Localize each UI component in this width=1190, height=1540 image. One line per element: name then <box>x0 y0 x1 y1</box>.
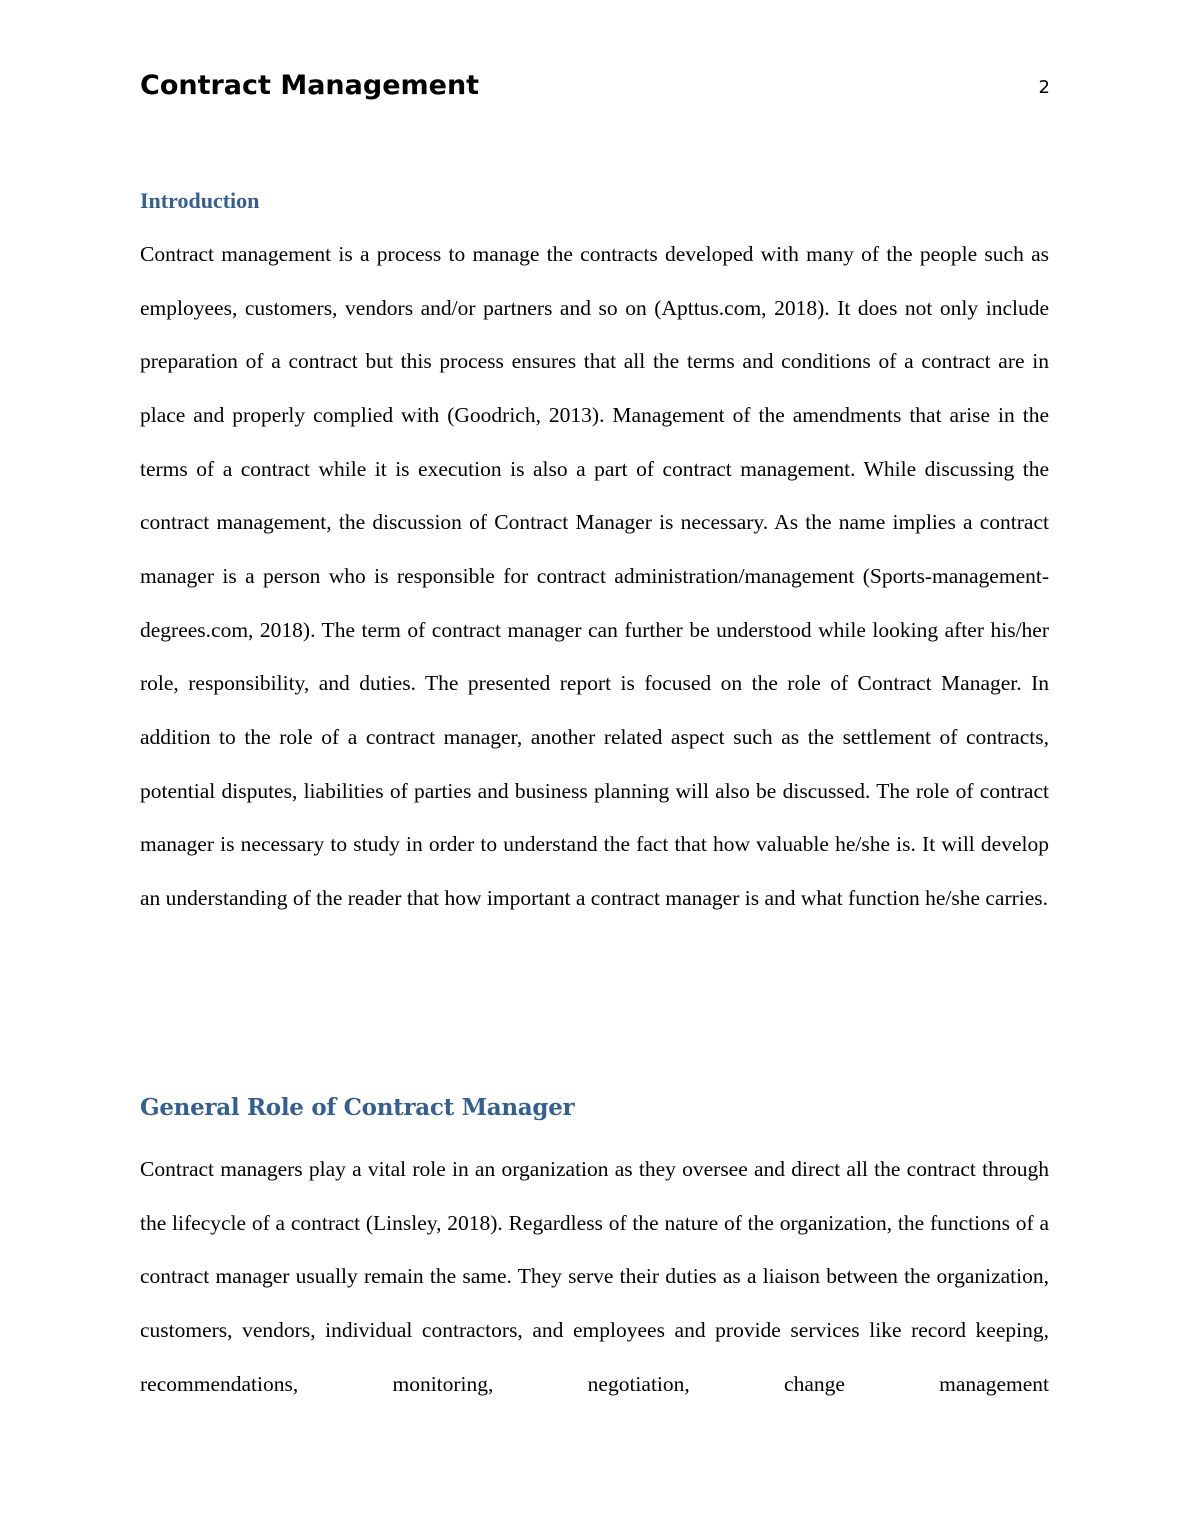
section-heading-introduction: Introduction <box>140 188 260 213</box>
running-title: Contract Management <box>140 70 480 101</box>
introduction-paragraph: Contract management is a process to manage the contracts developed with many of the people such as employees, customers, vendors and/or partners and so on (Apttus.com, 2018). It does not only include preparation of a contract but this process ensures that all the terms and conditions of a contract are in place and properly complied with (Goodrich, 2013). Management of the amendments that arise in the terms of a contract while it is execution is also a part of contract management. While discussing the contract management, the discussion of Contract Manager is necessary. As the name implies a contract manager is a person who is responsible for contract administration/management (Sports-management-degrees.com, 2018). The term of contract manager can further be understood while looking after his/her role, responsibility, and duties. The presented report is focused on the role of Contract Manager. In addition to the role of a contract manager, another related aspect such as the settlement of contracts, potential disputes, liabilities of parties and business planning will also be discussed. The role of contract manager is necessary to study in order to understand the fact that how valuable he/she is. It will develop an understanding of the reader that how important a contract manager is and what function he/she carries. <box>140 242 1049 910</box>
running-header <box>140 68 1050 108</box>
general-role-paragraph: Contract managers play a vital role in an organization as they oversee and direct all the contract through the lifecycle of a contract (Linsley, 2018). Regardless of the nature of the organization, the functions of a contract manager usually remain the same. They serve their duties as a liaison between the organization, customers, vendors, individual contractors, and employees and provide services like record keeping, recommendations, monitoring, negotiation, change management <box>140 1157 1049 1396</box>
section-heading-general-role: General Role of Contract Manager <box>140 1094 575 1121</box>
page-number: 2 <box>1038 77 1050 98</box>
